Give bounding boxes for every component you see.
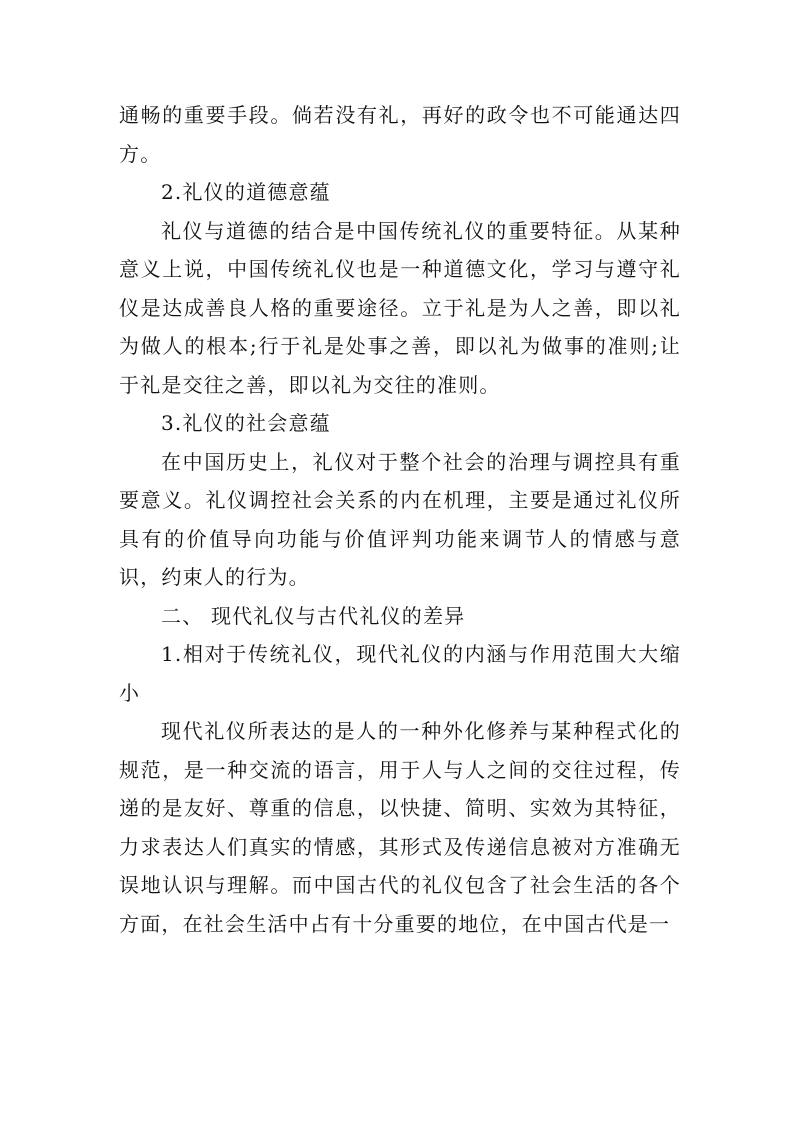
paragraph-social: 在中国历史上，礼仪对于整个社会的治理与调控具有重要意义。礼仪调控社会关系的内在机理，主要是通过礼仪所具有的价值导向功能与价值评判功能来调节人的情感与意识，约束人的行为。 [119, 449, 681, 589]
section-heading-social: 3.礼仪的社会意蕴 [161, 411, 331, 435]
section-heading-moral: 2.礼仪的道德意蕴 [161, 180, 331, 204]
document-body [119, 96, 681, 943]
chapter-heading-differences: 二、 现代礼仪与古代礼仪的差异 [161, 603, 466, 628]
section-heading-scope: 1.相对于传统礼仪，现代礼仪的内涵与作用范围大大缩小 [119, 642, 681, 705]
paragraph-modern-etiquette: 现代礼仪所表达的是人的一种外化修养与某种程式化的规范，是一种交流的语言，用于人与人之间的交往过程，传递的是友好、尊重的信息，以快捷、简明、实效为其特征，力求表达人们真实的情感，其形式及传递信息被对方准确无误地认识与理解。而中国古代的礼仪包含了社会生活的各个方面，在社会生活中占有十分重要的地位，在中国古代是一 [119, 719, 681, 936]
paragraph-moral: 礼仪与道德的结合是中国传统礼仪的重要特征。从某种意义上说，中国传统礼仪也是一种道德文化，学习与遵守礼仪是达成善良人格的重要途径。立于礼是为人之善，即以礼为做人的根本;行于礼是处事之善，即以礼为做事的准则;让于礼是交往之善，即以礼为交往的准则。 [119, 218, 681, 397]
paragraph-continuation: 通畅的重要手段。倘若没有礼，再好的政令也不可能通达四方。 [119, 103, 681, 166]
